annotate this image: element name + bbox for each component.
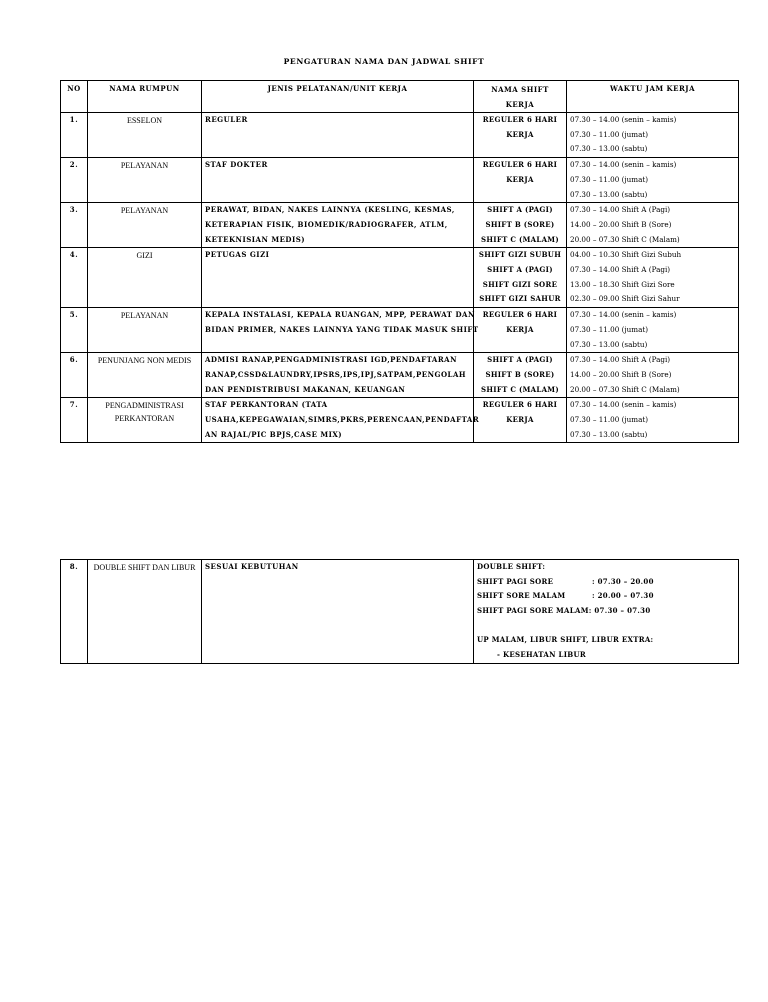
shift-name-cell [474,203,567,248]
rumpun-cell [88,398,202,443]
jenis-cell [202,158,474,203]
header-jenis: JENIS PELATANAN/UNIT KERJA [202,81,474,113]
shift-name-cell-line: KERJA [506,129,534,139]
row-number: 8. [61,560,88,664]
double-shift-item [477,575,735,590]
shift-name-cell-line: SHIFT GIZI SORE [482,279,558,289]
rumpun-cell-line: PERKANTORAN [114,414,175,424]
row-number: 6. [61,353,88,398]
header-shift-line: NAMA SHIFT [491,85,549,94]
jenis-cell [202,203,474,248]
work-hours-cell [567,113,739,158]
table-row [61,203,739,248]
table-header-row [61,81,739,113]
work-hours-cell-line: 07.30 – 13.00 (sabtu) [570,189,648,199]
row-number: 3. [61,203,88,248]
shift-name-cell-line: SHIFT A (PAGI) [487,355,553,365]
double-shift-item [477,589,735,604]
rumpun-cell [88,353,202,398]
jenis-cell-line: KETEKNISIAN MEDIS) [205,234,306,244]
jenis-cell-line: BIDAN PRIMER, NAKES LAINNYA YANG TIDAK MASUK SHIFT [205,324,479,334]
header-shift [474,81,567,113]
rumpun-cell-line: GIZI [136,251,153,261]
table-row [61,113,739,158]
rumpun-cell [88,308,202,353]
jenis-cell-line: DAN PENDISTRIBUSI MAKANAN, KEUANGAN [205,384,406,394]
rumpun-cell-line: PELAYANAN [120,311,169,321]
shift-name-cell-line: SHIFT GIZI SAHUR [479,294,561,304]
table-row [61,560,739,664]
shift-name-cell-line: REGULER 6 HARI [482,115,558,124]
shift-name-cell-line: REGULER 6 HARI [482,400,558,410]
table-body [61,113,739,443]
table-row [61,248,739,308]
row-number: 4. [61,248,88,308]
table-row [61,308,739,353]
shift-name-cell-line: REGULER 6 HARI [482,310,558,320]
jenis-cell-line: PETUGAS GIZI [205,250,270,260]
double-shift-label: SHIFT SORE MALAM [477,591,566,601]
rumpun-cell [88,248,202,308]
table-row [61,353,739,398]
work-hours-cell-line: 07.30 – 14.00 Shift A (Pagi) [570,265,671,275]
double-shift-detail [474,560,739,664]
jenis-cell [202,398,480,443]
jenis-cell [202,308,479,353]
rumpun-cell [88,158,202,203]
work-hours-cell-line: 07.30 – 14.00 (senin – kamis) [570,160,677,170]
shift-name-cell-line: SHIFT A (PAGI) [487,205,553,215]
shift-name-cell-line: SHIFT B (SORE) [485,369,555,379]
work-hours-cell-line: 07.30 – 14.00 (senin – kamis) [570,115,677,124]
work-hours-cell-line: 13.00 – 18.30 Shift Gizi Sore [570,279,675,289]
work-hours-cell-line: 14.00 – 20.00 Shift B (Sore) [570,369,672,379]
shift-name-cell [474,113,567,158]
rumpun-cell-line: PENUNJANG NON MEDIS [97,356,192,366]
shift-name-cell-line: SHIFT B (SORE) [485,219,555,229]
shift-name-cell-line: KERJA [506,415,534,425]
table-row [61,158,739,203]
shift-name-cell-line: REGULER 6 HARI [482,160,558,170]
work-hours-cell-line: 14.00 – 20.00 Shift B (Sore) [570,219,672,229]
jenis-cell-line: KETERAPIAN FISIK, BIOMEDIK/RADIOGRAFER, ATLM, [205,219,448,229]
work-hours-cell [567,203,739,248]
jenis-cell-line: ADMISI RANAP,PENGADMINISTRASI IGD,PENDAFTARAN [205,355,458,365]
libur-title: UP MALAM, LIBUR SHIFT, LIBUR EXTRA: [477,635,654,645]
work-hours-cell-line: 07.30 – 14.00 (senin – kamis) [570,310,677,320]
work-hours-cell-line: 07.30 – 11.00 (jumat) [570,415,649,425]
shift-name-cell [474,398,567,443]
work-hours-cell-line: 07.30 – 14.00 Shift A (Pagi) [570,205,671,215]
header-no: NO [61,81,88,113]
header-shift-line: KERJA [505,100,535,109]
page-title: PENGATURAN NAMA DAN JADWAL SHIFT [283,57,485,66]
jenis-cell-line: REGULER [205,115,248,124]
rumpun-cell [88,203,202,248]
shift-name-cell-line: SHIFT C (MALAM) [481,384,559,394]
work-hours-cell-line: 07.30 – 13.00 (sabtu) [570,144,648,154]
shift-name-cell-line: SHIFT GIZI SUBUH [478,250,562,260]
shift-name-cell [474,353,567,398]
work-hours-cell-line: 07.30 – 14.00 Shift A (Pagi) [570,355,671,365]
jenis-cell [202,353,474,398]
double-shift-value: : 20.00 – 07.30 [592,591,654,601]
work-hours-cell-line: 07.30 – 11.00 (jumat) [570,324,649,334]
work-hours-cell [567,308,739,353]
rumpun-cell-line: ESSELON [126,116,163,125]
work-hours-cell-line: 02.30 – 09.00 Shift Gizi Sahur [570,294,680,304]
jenis-cell-line: STAF PERKANTORAN (TATA [205,400,328,410]
work-hours-cell [567,353,739,398]
rumpun-cell [88,113,202,158]
work-hours-cell [567,398,739,443]
rumpun-cell-line: PELAYANAN [120,206,169,216]
jenis-cell: SESUAI KEBUTUHAN [202,560,474,664]
work-hours-cell-line: 07.30 – 11.00 (jumat) [570,174,649,184]
table-row [61,398,739,443]
double-shift-value: : 07.30 – 07.30 [588,605,651,615]
header-waktu: WAKTU JAM KERJA [567,81,739,113]
header-rumpun: NAMA RUMPUN [88,81,202,113]
jenis-cell [202,248,474,308]
work-hours-cell [567,248,739,308]
rumpun-cell-line: PENGADMINISTRASI [105,401,184,411]
row-number: 1. [61,113,88,158]
work-hours-cell-line: 04.00 – 10.30 Shift Gizi Subuh [570,250,682,260]
rumpun-cell: DOUBLE SHIFT DAN LIBUR [88,560,202,664]
row-number: 2. [61,158,88,203]
double-shift-label: SHIFT PAGI SORE MALAM [477,605,589,615]
jenis-cell [202,113,474,158]
jenis-cell-line: AN RAJAL/PIC BPJS,CASE MIX) [205,429,343,439]
work-hours-cell-line: 20.00 – 07.30 Shift C (Malam) [570,234,680,244]
work-hours-cell-line: 20.00 – 07.30 Shift C (Malam) [570,384,680,394]
spacer [477,618,735,633]
jenis-cell-line: KEPALA INSTALASI, KEPALA RUANGAN, MPP, PERAWAT DAN [205,310,475,320]
rumpun-cell-line: PELAYANAN [120,161,169,171]
shift-name-cell-line: KERJA [506,174,534,184]
shift-name-cell-line: SHIFT C (MALAM) [481,234,559,244]
double-shift-title: DOUBLE SHIFT: [477,562,546,571]
work-hours-cell-line: 07.30 – 11.00 (jumat) [570,129,649,139]
double-shift-item [477,604,735,619]
jenis-cell-line: RANAP,CSSD&LAUNDRY,IPSRS,IPS,IPJ,SATPAM,PENGOLAH [205,369,467,379]
row-number: 5. [61,308,88,353]
double-shift-label: SHIFT PAGI SORE [477,576,554,586]
work-hours-cell-line: 07.30 – 13.00 (sabtu) [570,339,648,349]
shift-name-cell-line: SHIFT A (PAGI) [487,265,553,275]
jenis-cell-line: USAHA,KEPEGAWAIAN,SIMRS,PKRS,PERENCAAN,PENDAFTAR [205,415,480,425]
row-number: 7. [61,398,88,443]
jenis-cell-line: PERAWAT, BIDAN, NAKES LAINNYA (KESLING, KESMAS, [205,205,455,215]
libur-item: - KESEHATAN LIBUR [497,649,587,659]
shift-name-cell-line: KERJA [506,324,534,334]
work-hours-cell [567,158,739,203]
shift-schedule-table [60,80,739,443]
shift-name-cell [474,158,567,203]
double-shift-value: : 07.30 – 20.00 [592,576,654,586]
work-hours-cell-line: 07.30 – 13.00 (sabtu) [570,429,648,439]
shift-name-cell [474,308,567,353]
work-hours-cell-line: 07.30 – 14.00 (senin – kamis) [570,400,677,410]
shift-name-cell [474,248,567,308]
jenis-cell-line: STAF DOKTER [205,160,268,170]
double-shift-table [60,559,739,664]
